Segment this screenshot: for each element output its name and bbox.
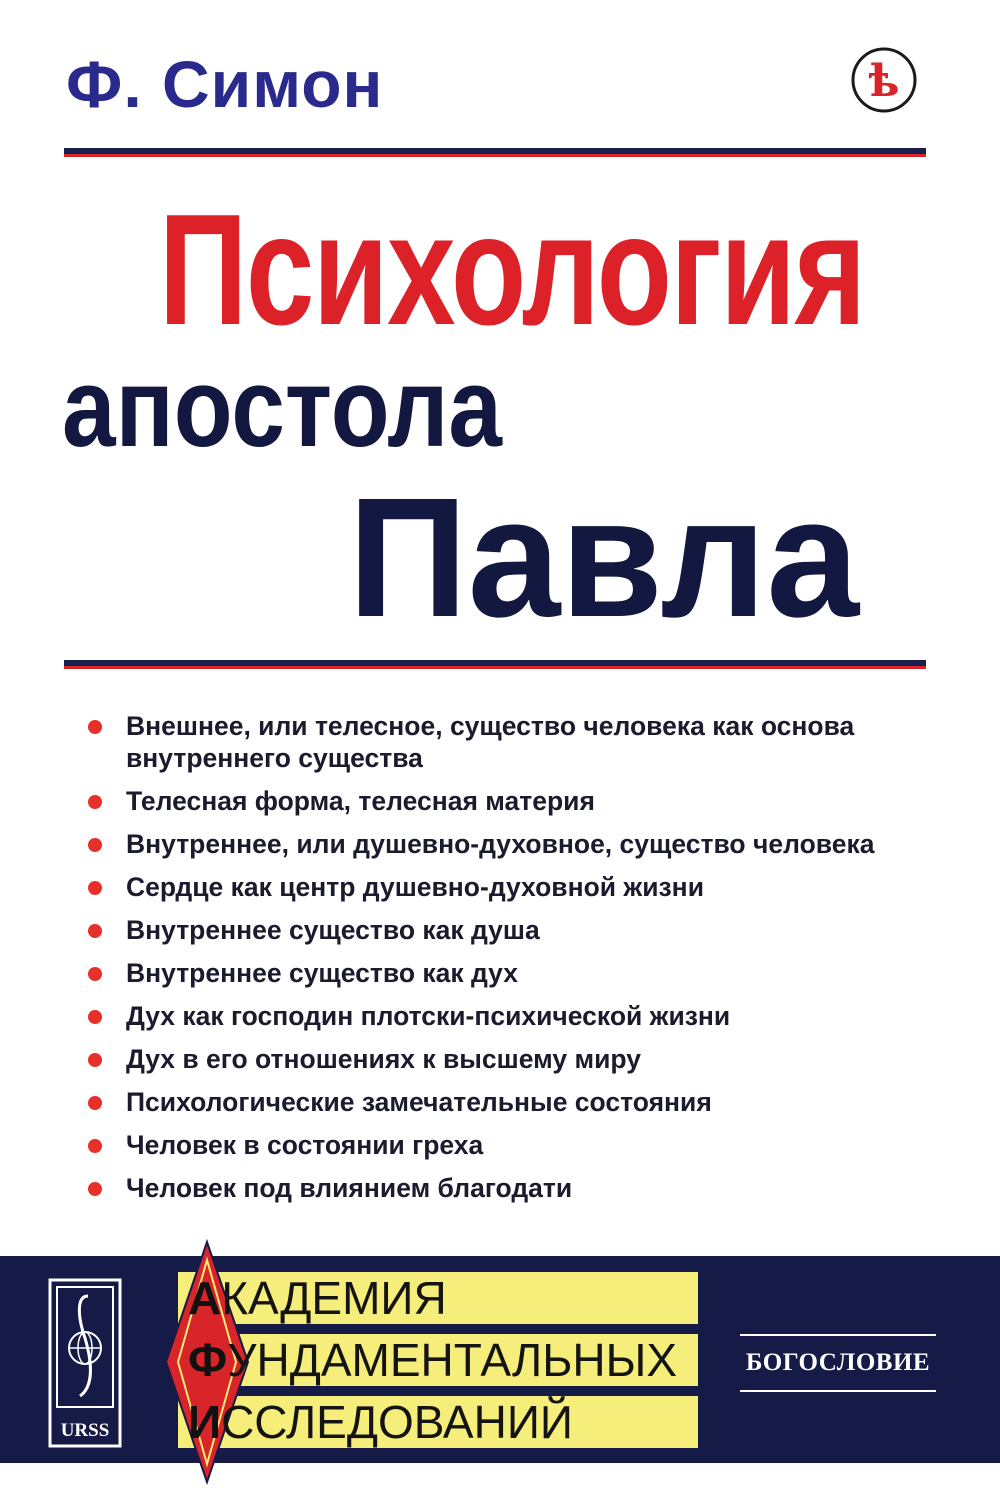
topic-item: Телесная форма, телесная материя [88,785,948,817]
topic-list [88,710,948,1215]
topic-item: Человек под влиянием благодати [88,1172,948,1204]
series-initial: И [188,1396,222,1448]
topic-item: Внутреннее существо как душа [88,914,948,946]
topic-item: Внутреннее существо как дух [88,957,948,989]
topic-item: Внутреннее, или душевно-духовное, существо человека [88,828,948,860]
bullet-icon [88,1139,102,1153]
bullet-icon [88,720,102,734]
bullet-icon [88,838,102,852]
title-line-2: апостола [62,345,502,470]
series-line-3: ИССЛЕДОВАНИЙ [188,1396,573,1448]
topic-item: Дух в его отношениях к высшему миру [88,1043,948,1075]
top-divider [64,148,926,157]
bullet-icon [88,1010,102,1024]
topic-item: Дух как господин плотски-психической жизни [88,1000,948,1032]
author-name: Ф. Симон [66,47,384,121]
topic-item: Человек в состоянии греха [88,1129,948,1161]
topic-item: Сердце как центр душевно-духовной жизни [88,871,948,903]
series-line-1: АКАДЕМИЯ [188,1272,447,1324]
bullet-icon [88,1096,102,1110]
bullet-icon [88,1182,102,1196]
bullet-icon [88,795,102,809]
bullet-icon [88,967,102,981]
urss-logo-icon [48,1278,122,1448]
publisher-logo-glyph: ѣ [868,56,900,107]
bullet-icon [88,1053,102,1067]
topic-item: Внешнее, или телесное, существо человека как основа внутреннего существа [88,710,948,774]
series-line-2: ФУНДАМЕНТАЛЬНЫХ [188,1334,678,1386]
bottom-divider [64,660,926,669]
bullet-icon [88,881,102,895]
urss-label: URSS [60,1420,110,1441]
bullet-icon [88,924,102,938]
category-box [740,1334,936,1394]
series-initial: А [188,1272,222,1324]
topic-item: Психологические замечательные состояния [88,1086,948,1118]
fundamental-publisher-icon [850,46,918,114]
title-line-1: Психология [158,182,865,358]
category-label: БОГОСЛОВИЕ [745,1349,931,1376]
title-line-3: Павла [348,463,860,653]
series-initial: Ф [188,1334,228,1386]
